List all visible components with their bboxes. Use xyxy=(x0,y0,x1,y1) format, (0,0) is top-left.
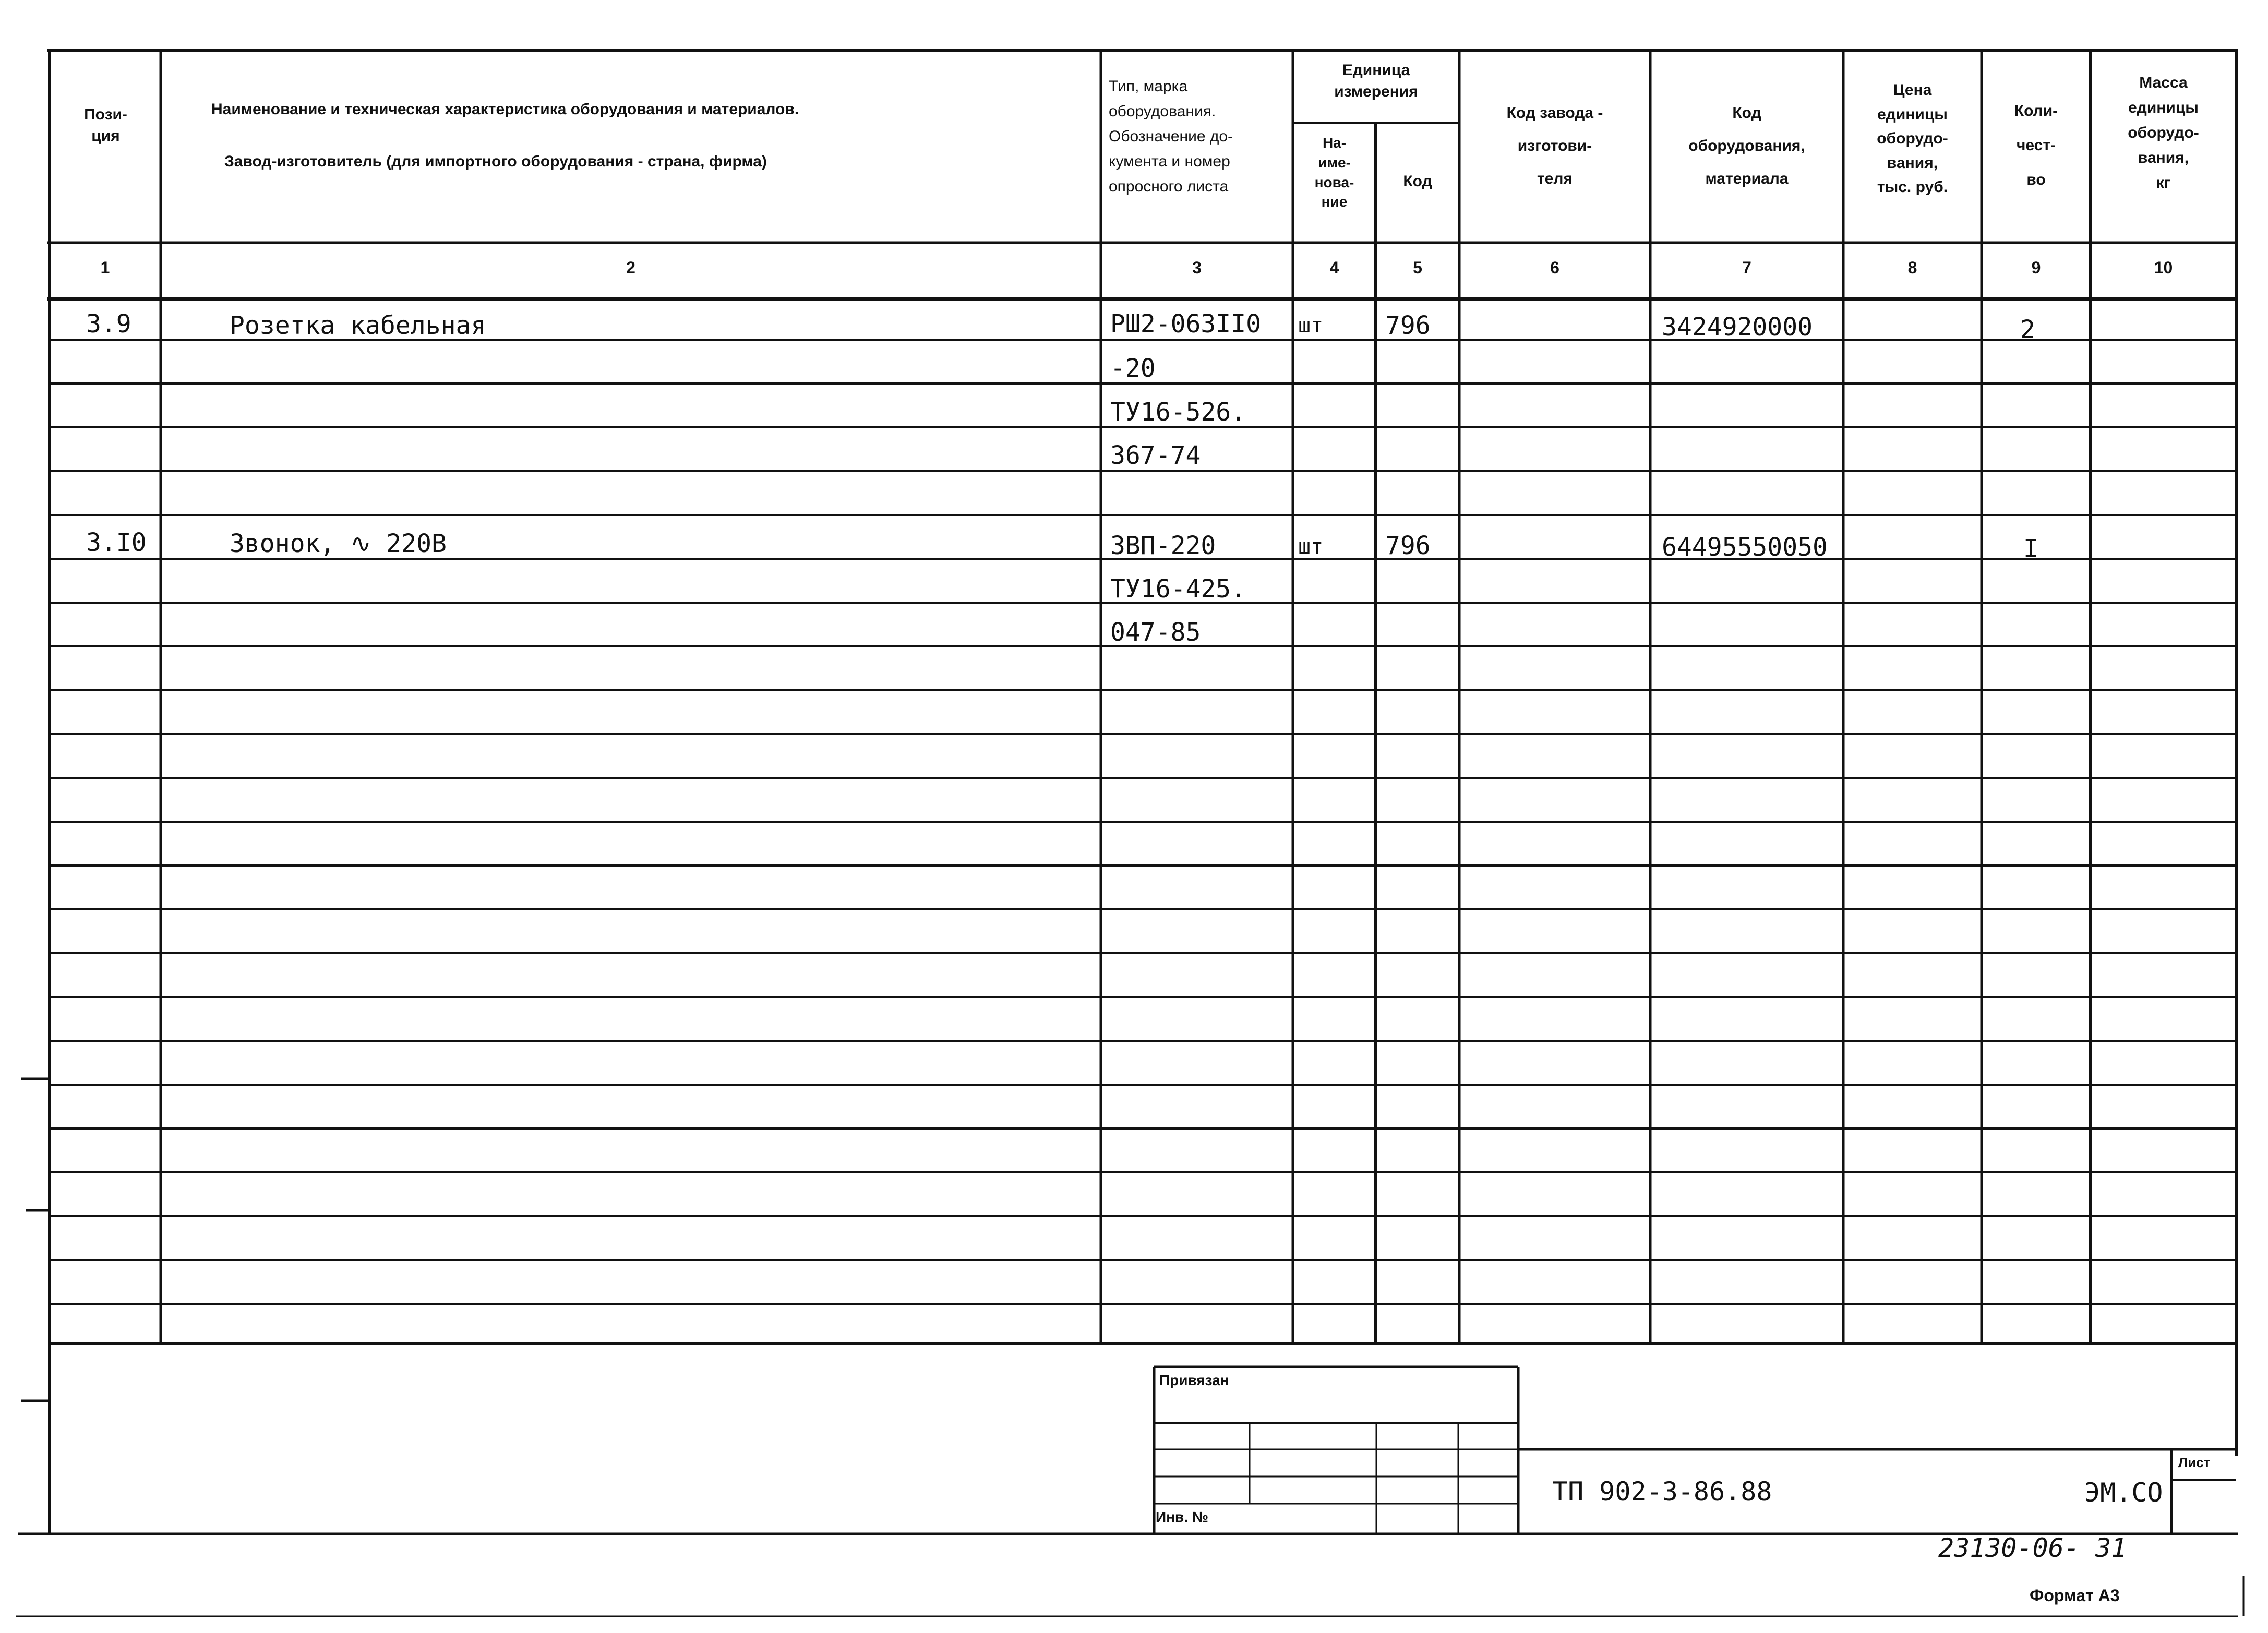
header-name-line2: Завод-изготовитель (для импортного оборудования - страна, фирма) xyxy=(224,153,767,170)
header-unit-code: Код xyxy=(1403,173,1432,190)
row-type: ТУ16-425. xyxy=(1110,574,1246,604)
row-unit-code: 796 xyxy=(1385,311,1431,340)
header-type: Тип, марка оборудования. Обозначение до- кумента и номер опросного листа xyxy=(1109,78,1233,195)
col-number-5: 5 xyxy=(1413,258,1422,277)
header-price: Цена единицы оборудо- вания, тыс. руб. xyxy=(1877,81,1948,196)
col-number-10: 10 xyxy=(2154,258,2173,277)
format-label: Формат А3 xyxy=(2030,1586,2120,1605)
col-number-6: 6 xyxy=(1550,258,1559,277)
row-unit: шт xyxy=(1298,535,1324,559)
row-equipment-code: 64495550050 xyxy=(1662,533,1828,562)
stamp-document-number: ТП 902-3-86.88 xyxy=(1552,1476,1772,1507)
row-position: 3.9 xyxy=(86,309,131,339)
stamp-inventory-label: Инв. № xyxy=(1156,1509,1209,1525)
row-quantity: 2 xyxy=(2020,315,2035,344)
header-mass: Масса единицы оборудо- вания, кг xyxy=(2128,74,2199,191)
row-equipment-code: 3424920000 xyxy=(1662,313,1813,342)
row-type: ЗВП-220 xyxy=(1110,531,1216,560)
row-unit: шт xyxy=(1298,314,1324,338)
col-number-4: 4 xyxy=(1329,258,1339,277)
row-position: 3.I0 xyxy=(86,528,147,557)
header-maker-code: Код завода - изготови- теля xyxy=(1506,104,1603,187)
row-unit-code: 796 xyxy=(1385,531,1431,560)
row-type: 367-74 xyxy=(1110,441,1201,470)
row-type: -20 xyxy=(1110,354,1156,383)
stamp-sheet-label: Лист xyxy=(2178,1455,2211,1470)
col-number-9: 9 xyxy=(2031,258,2041,277)
row-quantity: I xyxy=(2023,534,2038,563)
row-name: Розетка кабельная xyxy=(230,311,486,340)
col-number-3: 3 xyxy=(1192,258,1202,277)
header-unit-name: На- име- нова- ние xyxy=(1314,135,1354,210)
col-number-2: 2 xyxy=(626,258,635,277)
row-name: Звонок, ∿ 220В xyxy=(230,529,447,558)
header-unit-group: Единица измерения xyxy=(1334,62,1418,100)
stamp-privyazan-label: Привязан xyxy=(1159,1372,1229,1388)
row-type: 047-85 xyxy=(1110,618,1201,647)
row-type: РШ2-063II0 xyxy=(1110,309,1261,339)
row-type: ТУ16-526. xyxy=(1110,398,1246,427)
header-position: Пози- ция xyxy=(84,106,127,145)
stamp-document-code: ЭМ.СО xyxy=(2084,1478,2163,1508)
header-name-line1: Наименование и техническая характеристика оборудования и материалов. xyxy=(211,101,799,118)
col-number-8: 8 xyxy=(1907,258,1917,277)
handwritten-number: 23130-06- 31 xyxy=(1938,1533,2127,1563)
header-equipment-code: Код оборудования, материала xyxy=(1688,104,1805,187)
col-number-7: 7 xyxy=(1742,258,1751,277)
header-quantity: Коли- чест- во xyxy=(2014,102,2058,188)
col-number-1: 1 xyxy=(100,258,110,277)
